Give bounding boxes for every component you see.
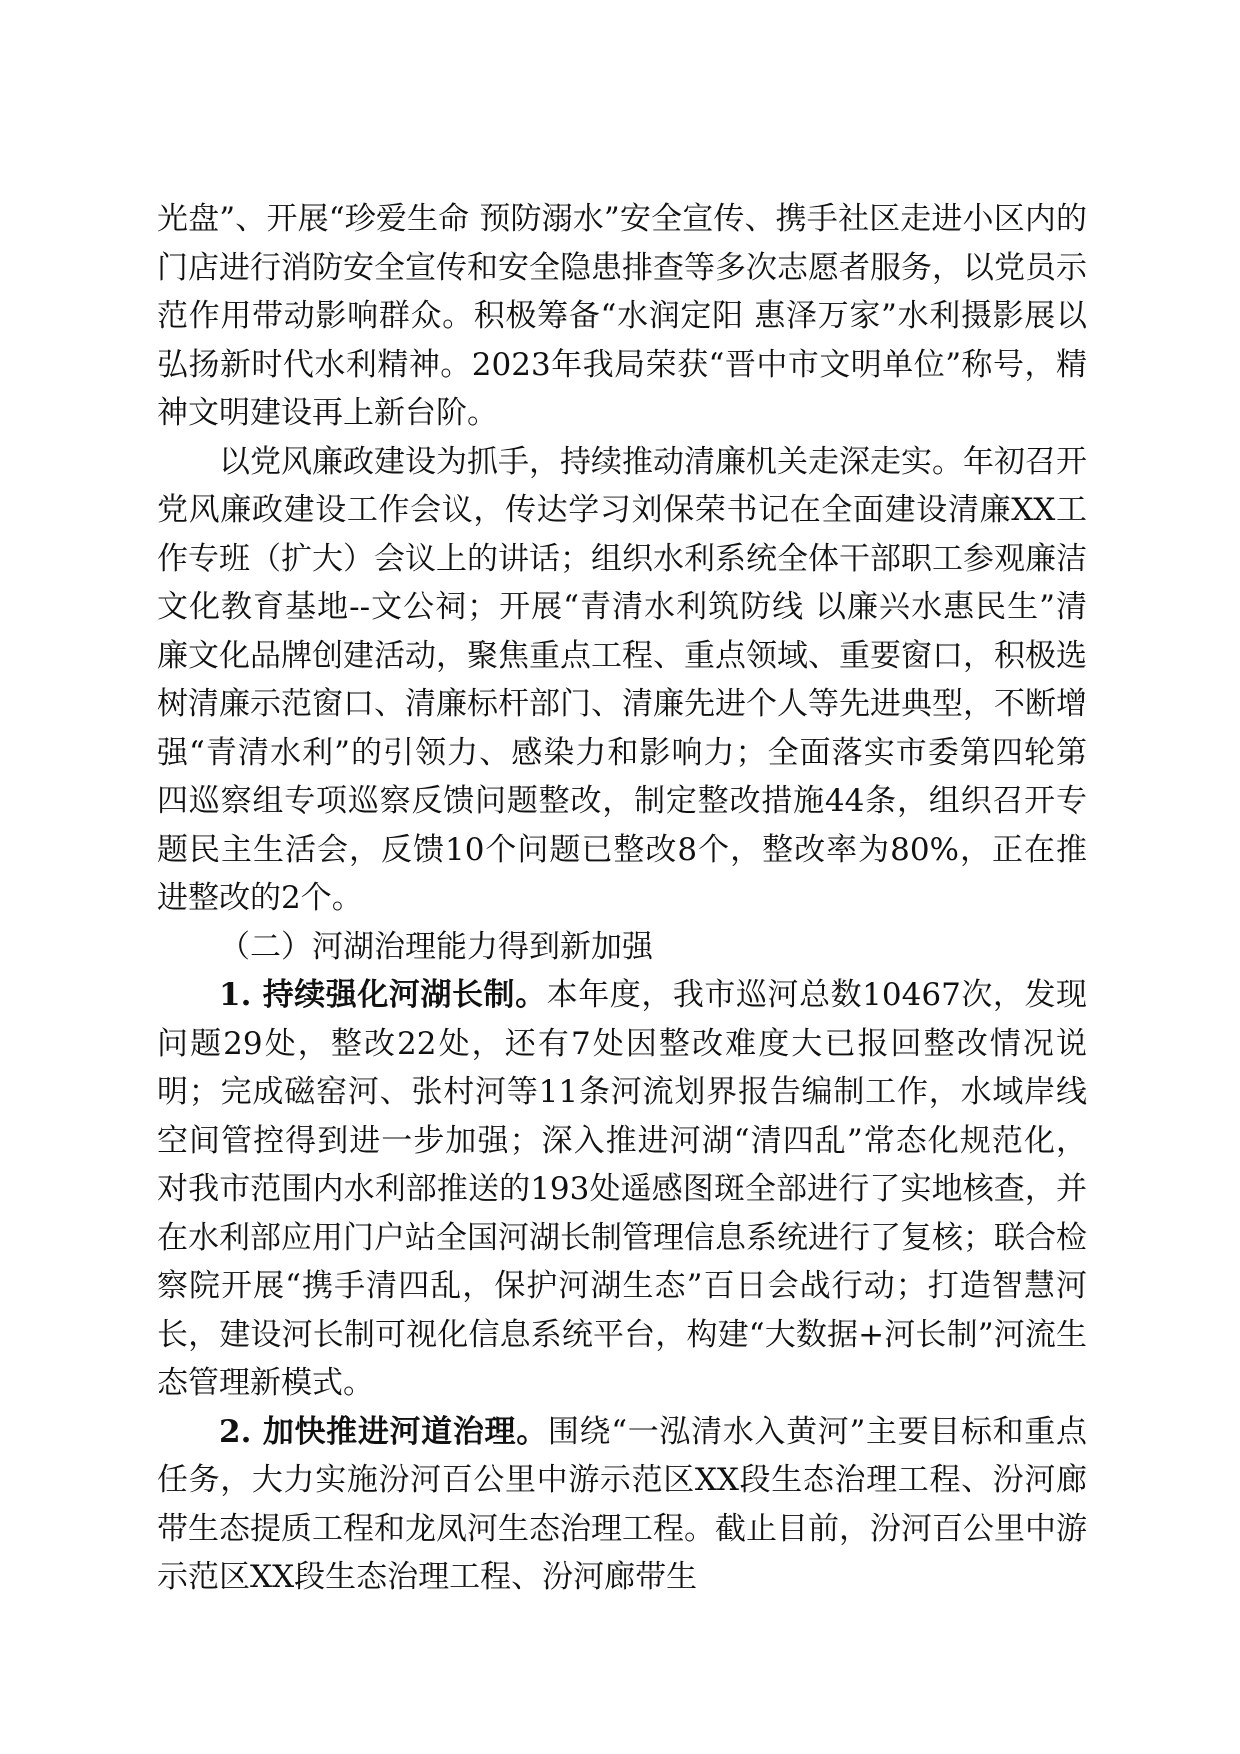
paragraph-clean-government: [157, 438, 1087, 923]
paragraph-text: 光盘”、开展“珍爱生命 预防溺水”安全宣传、携手社区走进小区内的门店进行消防安全宣传和安全隐患排查等多次志愿者服务，以党员示范作用带动影响群众。积极筹备“水润定阳 惠泽万家”水利摄影展以弘扬新时代水利精神。2023年我局荣获“晋中市文明单位”称号，精神文明建设再上新台阶。: [157, 201, 1087, 431]
paragraph-text: 本年度，我市巡河总数10467次，发现问题29处，整改22处，还有7处因整改难度大已报回整改情况说明；完成磁窑河、张村河等11条河流划界报告编制工作，水域岸线空间管控得到进一步加强；深入推进河湖“清四乱”常态化规范化，对我市范围内水利部推送的193处遥感图斑全部进行了实地核查，并在水利部应用门户站全国河湖长制管理信息系统进行了复核；联合检察院开展“携手清四乱，保护河湖生态”百日会战行动；打造智慧河长，建设河长制可视化信息系统平台，构建“大数据+河长制”河流生态管理新模式。: [157, 977, 1087, 1401]
paragraph-text: 以党风廉政建设为抓手，持续推动清廉机关走深走实。年初召开党风廉政建设工作会议，传达学习刘保荣书记在全面建设清廉XX工作专班（扩大）会议上的讲话；组织水利系统全体干部职工参观廉洁文化教育基地--文公祠；开展“青清水利筑防线 以廉兴水惠民生”清廉文化品牌创建活动，聚焦重点工程、重点领域、重要窗口，积极选树清廉示范窗口、清廉标杆部门、清廉先进个人等先进典型，不断增强“青清水利”的引领力、感染力和影响力；全面落实市委第四轮第四巡察组专项巡察反馈问题整改，制定整改措施44条，组织召开专题民主生活会，反馈10个问题已整改8个，整改率为80%，正在推进整改的2个。: [157, 443, 1087, 916]
paragraph-civilization: [157, 195, 1087, 438]
paragraph-text: 围绕“一泓清水入黄河”主要目标和重点任务，大力实施汾河百公里中游示范区XX段生态治理工程、汾河廊带生态提质工程和龙凤河生态治理工程。截止目前，汾河百公里中游示范区XX段生态治理工程、汾河廊带生: [157, 1413, 1087, 1595]
paragraph-river-treatment: [157, 1408, 1087, 1602]
section-heading-river-governance: [157, 923, 1087, 972]
document-page: [157, 195, 1087, 1602]
heading-text: （二）河湖治理能力得到新加强: [219, 928, 653, 965]
paragraph-lead-title: 2. 加快推进河道治理。: [219, 1413, 548, 1450]
paragraph-river-chief-system: [157, 971, 1087, 1408]
paragraph-lead-title: 1. 持续强化河湖长制。: [219, 977, 547, 1013]
